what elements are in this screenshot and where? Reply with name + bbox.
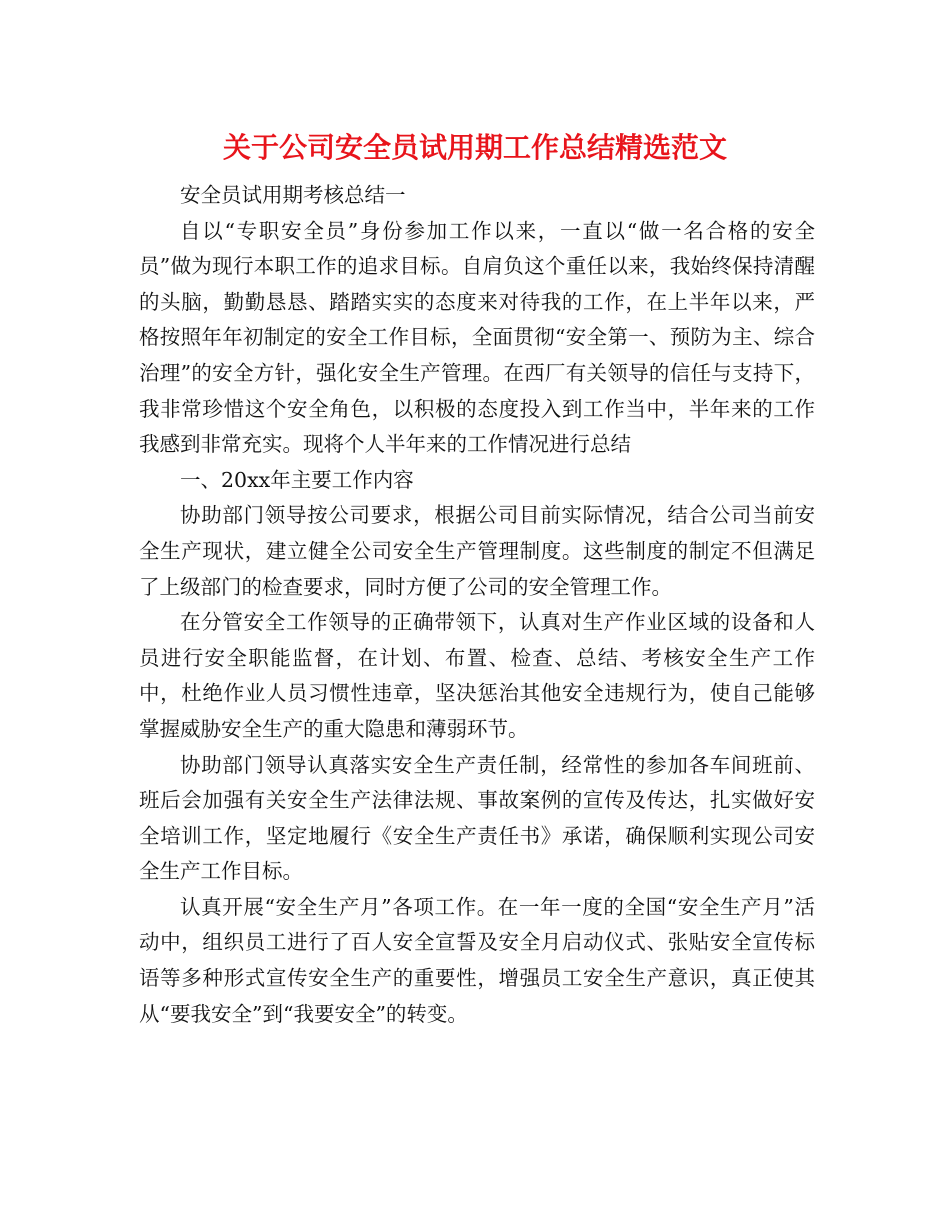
document-body [139,178,815,1032]
paragraph-body: 认真开展“安全生产月”各项工作。在一年一度的全国“安全生产月”活动中，组织员工进行了百人安全宣誓及安全月启动仪式、张贴安全宣传标语等多种形式宣传安全生产的重要性，增强员工安全生产意识，真正使其从“要我安全”到“我要安全”的转变。 [139,894,815,1026]
paragraph-body: 协助部门领导认真落实安全生产责任制，经常性的参加各车间班前、班后会加强有关安全生产法律法规、事故案例的宣传及传达，扎实做好安全培训工作，坚定地履行《安全生产责任书》承诺，确保顺利实现公司安全生产工作目标。 [139,752,815,884]
paragraph-body: 协助部门领导按公司要求，根据公司目前实际情况，结合公司当前安全生产现状，建立健全公司安全生产管理制度。这些制度的制定不但满足了上级部门的检查要求，同时方便了公司的安全管理工作。 [139,503,815,599]
document-title: 关于公司安全员试用期工作总结精选范文 [222,131,727,164]
paragraph-subheading: 一、20xx年主要工作内容 [180,467,414,492]
paragraph-intro: 自以“专职安全员”身份参加工作以来，一直以“做一名合格的安全员”做为现行本职工作的追求目标。自肩负这个重任以来，我始终保持清醒的头脑，勤勤恳恳、踏踏实实的态度来对待我的工作，在上半年以来，严格按照年年初制定的安全工作目标，全面贯彻“安全第一、预防为主、综合治理”的安全方针，强化安全生产管理。在西厂有关领导的信任与支持下，我非常珍惜这个安全角色，以积极的态度投入到工作当中，半年来的工作我感到非常充实。现将个人半年来的工作情况进行总结 [139,218,815,457]
paragraph-body: 在分管安全工作领导的正确带领下，认真对生产作业区域的设备和人员进行安全职能监督，在计划、布置、检查、总结、考核安全生产工作中，杜绝作业人员习惯性违章，坚决惩治其他安全违规行为，使自己能够掌握威胁安全生产的重大隐患和薄弱环节。 [139,610,815,741]
paragraph-section-heading: 安全员试用期考核总结一 [180,183,406,207]
